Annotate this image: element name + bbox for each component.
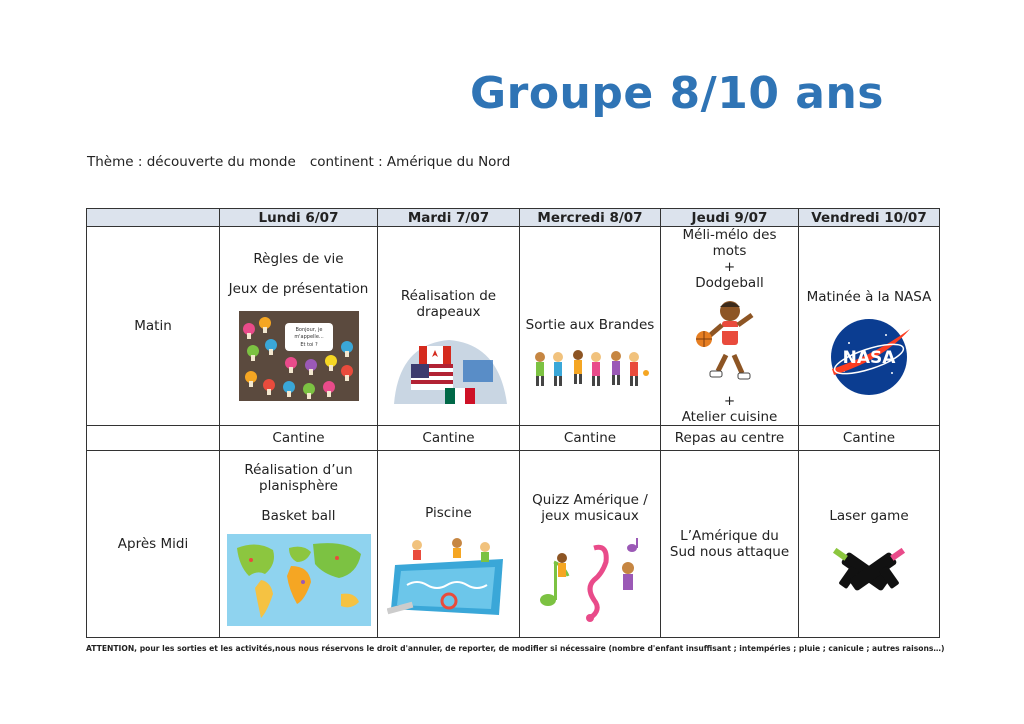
svg-text:m'appelle...: m'appelle... [293, 334, 324, 340]
activity-text: planisphère [259, 478, 338, 494]
activity-text: Laser game [829, 508, 909, 524]
activity-text: Méli-mélo des [682, 227, 777, 243]
cell-tuesday-morning [378, 227, 520, 426]
activity-text: mots [712, 243, 747, 259]
mushrooms-image [239, 311, 359, 401]
continent-label: continent : Amérique du Nord [309, 154, 511, 170]
activity-text: Dodgeball [695, 275, 764, 291]
activity-text: Quizz Amérique / [532, 492, 648, 508]
cell-friday-afternoon [799, 451, 940, 638]
activity-text: L’Amérique du [680, 528, 779, 544]
lunch-monday: Cantine [220, 426, 378, 451]
world-map-image [227, 534, 371, 626]
theme-line [87, 154, 510, 170]
schedule-table [86, 208, 940, 638]
music-kids-image [532, 538, 648, 624]
plus-sign: + [723, 259, 736, 275]
row-label-afternoon: Après Midi [87, 451, 220, 638]
svg-text:Bonjour, je: Bonjour, je [295, 327, 322, 333]
header-corner [87, 209, 220, 227]
lunch-tuesday: Cantine [378, 426, 520, 451]
day-header-thursday: Jeudi 9/07 [661, 209, 799, 227]
lunch-friday: Cantine [799, 426, 940, 451]
activity-text: Règles de vie [253, 251, 344, 267]
activity-text: Réalisation d’un [244, 462, 353, 478]
cell-wednesday-morning [520, 227, 661, 426]
disclaimer-note: ATTENTION, pour les sorties et les activités,nous nous réservons le droit d'annuler, de reporter, de modifier si nécessaire (nombre d'enfant insuffisant ; intempéries ; pluie ; canicule ; autres raisons…) [86, 644, 945, 653]
activity-text: drapeaux [416, 304, 481, 320]
activity-text: Atelier cuisine [681, 409, 778, 425]
activity-text: Matinée à la NASA [806, 289, 932, 305]
activity-text: Sortie aux Brandes [525, 317, 655, 333]
day-header-tuesday: Mardi 7/07 [378, 209, 520, 227]
cell-monday-morning [220, 227, 378, 426]
activity-text: Sud nous attaque [669, 544, 790, 560]
activity-text: Piscine [425, 505, 472, 521]
row-label-morning: Matin [87, 227, 220, 426]
swimming-pool-image [387, 535, 511, 621]
cell-wednesday-afternoon [520, 451, 661, 638]
theme-label: Thème : découverte du monde [87, 154, 296, 170]
row-label-lunch [87, 426, 220, 451]
cell-thursday-morning [661, 227, 799, 426]
cell-monday-afternoon [220, 451, 378, 638]
flags-globe-image [389, 334, 509, 404]
lunch-wednesday: Cantine [520, 426, 661, 451]
plus-sign: + [723, 393, 736, 409]
activity-text: jeux musicaux [541, 508, 639, 524]
day-header-monday: Lundi 6/07 [220, 209, 378, 227]
header-row [87, 209, 940, 227]
svg-text:NASA: NASA [842, 348, 896, 368]
activity-text: Réalisation de [400, 288, 497, 304]
morning-row [87, 227, 940, 426]
lunch-row [87, 426, 940, 451]
page-title: Groupe 8/10 ans [470, 68, 884, 119]
lunch-thursday: Repas au centre [661, 426, 799, 451]
cell-friday-morning [799, 227, 940, 426]
svg-text:Et toi ?: Et toi ? [299, 342, 318, 348]
cell-tuesday-afternoon [378, 451, 520, 638]
laser-guns-image [817, 538, 921, 618]
dodgeball-kid-image [690, 297, 770, 387]
nasa-logo [824, 315, 914, 399]
children-playing-image [528, 347, 652, 391]
day-header-wednesday: Mercredi 8/07 [520, 209, 661, 227]
day-header-friday: Vendredi 10/07 [799, 209, 940, 227]
afternoon-row [87, 451, 940, 638]
cell-thursday-afternoon [661, 451, 799, 638]
activity-text: Basket ball [261, 508, 336, 524]
activity-text: Jeux de présentation [228, 281, 369, 297]
